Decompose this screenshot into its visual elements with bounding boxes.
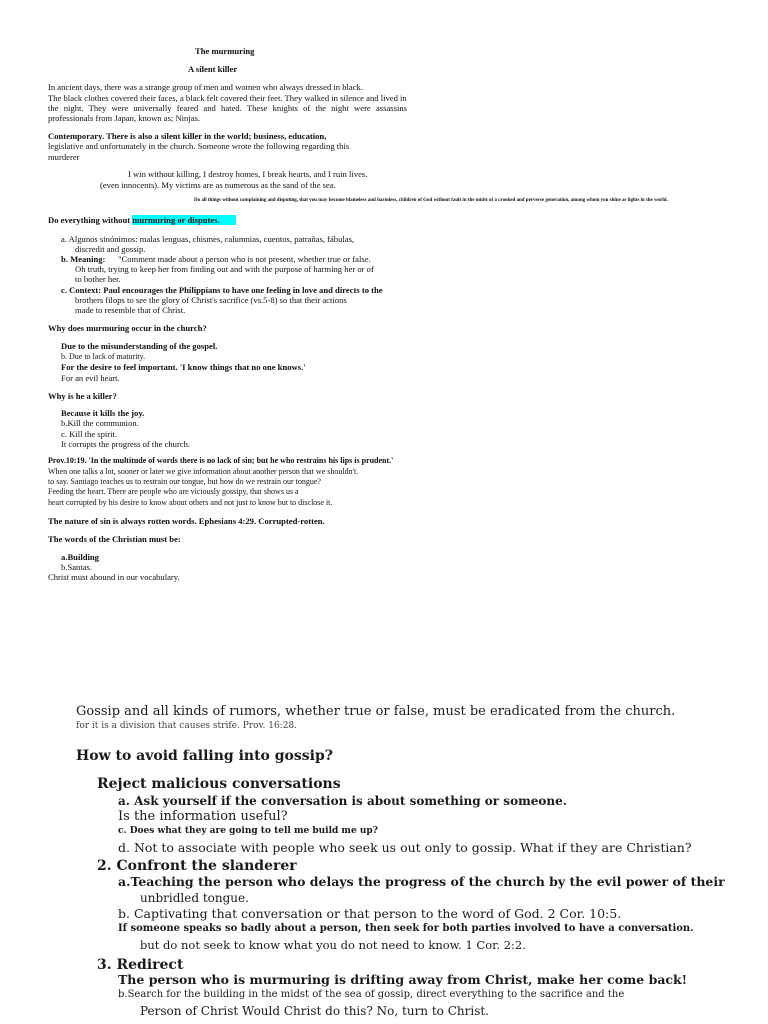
why-killer-item-3: c. Kill the spirit. <box>61 429 118 439</box>
prov-line-1: Prov.10:19. 'In the multitude of words there is no lack of sin; but he who restrains his lips is prudent.' <box>48 456 394 465</box>
reject-c: c. Does what they are going to tell me build me up? <box>118 826 378 836</box>
why-occur-heading: Why does murmuring occur in the church? <box>48 323 207 333</box>
intro-line-2: The black clothes covered their faces, a black felt covered their feet. They walked in silence and lived in <box>48 93 407 103</box>
quote-line-1: I win without killing, I destroy homes, I break hearts, and I ruin lives. <box>128 169 368 179</box>
list-a-line-1: a. Algunos sinónimos: malas lenguas, chismes, calumnias, cuentos, patrañas, fábulas, <box>61 234 355 244</box>
why-killer-item-2: b.Kill the communion. <box>61 418 139 428</box>
highlighted-text: murmuring or disputes. <box>132 215 235 225</box>
words-item-3: Christ must abound in our vocabulary. <box>48 572 180 582</box>
confront-if: If someone speaks so badly about a person, then seek for both parties involved to have a conversation. <box>118 923 694 934</box>
words-must-heading: The words of the Christian must be: <box>48 534 181 544</box>
confront-if2: but do not seek to know what you do not need to know. 1 Cor. 2:2. <box>140 938 526 952</box>
reject-a2: Is the information useful? <box>118 809 288 824</box>
confront-heading: 2. Confront the slanderer <box>97 858 297 874</box>
confront-a: a.Teaching the person who delays the progress of the church by the evil power of their <box>118 874 725 889</box>
intro-line-4: professionals from Japan, known as; Ninjas. <box>48 113 201 123</box>
redirect-heading: 3. Redirect <box>97 957 184 973</box>
doc-subtitle: A silent killer <box>188 64 238 74</box>
do-everything-prefix: Do everything without <box>48 215 133 225</box>
words-item-1: a.Building <box>61 552 99 562</box>
reject-d: d. Not to associate with people who seek us out only to gossip. What if they are Christian? <box>118 840 692 855</box>
list-c-line-2: brothers filops to see the glory of Christ's sacrifice (vs.5-8) so that their actions <box>75 295 347 305</box>
contemporary-line-3: murderer <box>48 152 80 162</box>
why-occur-item-4: For an evil heart. <box>61 373 120 383</box>
intro-line-1: In ancient days, there was a strange group of men and women who always dressed in black. <box>48 82 364 92</box>
list-b-line-2: Oh truth, trying to keep her from finding out and with the purpose of harming her or of <box>75 264 374 274</box>
verse-small: Do all things without complaining and disputing, that you may become blameless and harmless, children of God without fault in the midst of a crooked and perverse generation, among whom you shine as lights in the world. <box>194 198 668 203</box>
quote-line-2: (even innocents). My victims are as numerous as the sand of the sea. <box>100 180 336 190</box>
confront-a2: unbridled tongue. <box>140 891 249 905</box>
words-item-2: b.Santas. <box>61 562 93 572</box>
prov-line-5: heart corrupted by his desire to know about others and not just to know but to disclose it. <box>48 498 333 507</box>
why-occur-item-3: For the desire to feel important. 'I know things that no one knows.' <box>61 362 306 372</box>
list-c-line-1: c. Context: Paul encourages the Philippians to have one feeling in love and directs to the <box>61 285 383 295</box>
gossip-sub: for it is a division that causes strife. Prov. 16:28. <box>76 721 298 731</box>
doc-title: The murmuring <box>195 46 255 56</box>
why-occur-item-2: b. Due to lack of maturity. <box>61 352 146 361</box>
list-c-line-3: made to resemble that of Christ. <box>75 305 186 315</box>
why-killer-heading: Why is he a killer? <box>48 391 117 401</box>
list-a-line-2: discredit and gossip. <box>75 244 146 254</box>
why-occur-item-1: Due to the misunderstanding of the gospel. <box>61 341 218 351</box>
gossip-line: Gossip and all kinds of rumors, whether true or false, must be eradicated from the church. <box>76 704 676 719</box>
do-everything-heading <box>48 216 236 225</box>
confront-b: b. Captivating that conversation or that person to the word of God. 2 Cor. 10:5. <box>118 906 622 921</box>
howto-heading: How to avoid falling into gossip? <box>76 748 333 764</box>
nature-line: The nature of sin is always rotten words. Ephesians 4:29. Corrupted-rotten. <box>48 516 325 526</box>
redirect-main: The person who is murmuring is drifting away from Christ, make her come back! <box>118 972 688 987</box>
prov-line-3: to say. Santiago teaches us to restrain our tongue, but how do we restrain our tongue? <box>48 477 321 486</box>
prov-line-4: Feeding the heart. There are people who are viciously gossipy, that shows us a <box>48 487 299 496</box>
contemporary-line-2: legislative and unfortunately in the church. Someone wrote the following regarding this <box>48 141 350 151</box>
why-killer-item-1: Because it kills the joy. <box>61 408 145 418</box>
list-b-line-1: "Comment made about a person who is not present, whether true or false. <box>118 254 371 264</box>
redirect-b: b.Search for the building in the midst of the sea of gossip, direct everything to the sacrifice and the <box>118 989 625 1000</box>
prov-line-2: When one talks a lot, sooner or later we give information about another person that we shouldn't. <box>48 467 359 476</box>
list-b-label: b. Meaning: <box>61 254 106 264</box>
reject-heading: Reject malicious conversations <box>97 776 341 792</box>
redirect-b2: Person of Christ Would Christ do this? No, turn to Christ. <box>140 1004 489 1018</box>
contemporary-line-1: Contemporary. There is also a silent killer in the world; business, education, <box>48 131 327 141</box>
why-killer-item-4: It corrupts the progress of the church. <box>61 439 191 449</box>
intro-line-3: the night. They were universally feared and hated. These knights of the night were assassins <box>48 103 407 113</box>
list-b-line-3: to bother her. <box>75 274 121 284</box>
reject-a: a. Ask yourself if the conversation is about something or someone. <box>118 794 567 808</box>
